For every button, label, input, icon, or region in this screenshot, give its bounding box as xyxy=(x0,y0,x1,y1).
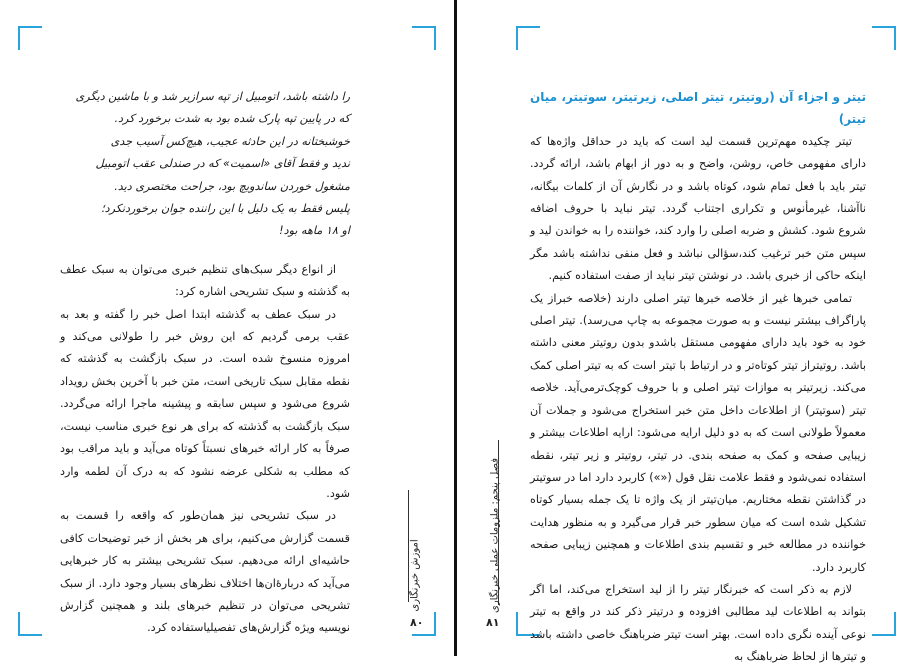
paragraph: تیتر چکیده مهم‌ترین قسمت لید است که باید در حداقل واژه‌ها که دارای مفهومی خاص، روشن، واضح و به دور از ابهام باشد، ارائه گردد. تیتر باید با فعل تمام شود، کوتاه باشد و در نگارش آن از کلمات بیگانه، ناآشنا، غیرمأنوس و تکراری اجتناب گردد. تیتر نباید با حروف اضافه شروع شود. کشش و ضربه اصلی را وارد کند، خواننده را به خواندن لید و سپس متن خبر ترغیب کند،سؤالی نباشد و فعل منفی نداشته باشد مگر اینکه حاکی از خبری باشد. در نوشتن تیتر نباید از صفت استفاده کنیم. xyxy=(530,134,866,283)
crop-mark-top-left xyxy=(516,26,540,50)
italic-line: مشغول خوردن ساندویچ بود، جراحت مختصری دید. xyxy=(114,179,350,193)
left-body xyxy=(60,86,350,640)
running-title: فصل پنجم: ملزومات عملی خبرنگاری xyxy=(489,458,501,613)
paragraph: تمامی خبرها غیر از خلاصه خبرها تیتر اصلی دارند (خلاصه خبراز یک پاراگراف بیشتر نیست و به صورت مجموعه به چاپ می‌رسد). تیتر اصلی خود به خود باید دارای مفهومی مستقل باشدو بدون روتیتر معنی داشته باشد. روتیتراز تیتر کوتاه‌تر و در ارتباط با تیتر است که به تیتر اصلی کمک می‌کند. زیرتیتر به موازات تیتر اصلی و با حروف کوچک‌ترمی‌آید. خلاصه تیتر (سوتیتر) از اطلاعات داخل متن خبر استخراج می‌شود و جملات آن معمولاً طولانی است که به دو دلیل ارایه می‌شود: ارایه اطلاعات بیشتر و زیبایی صفحه و کمک به صفحه بندی. در تیتر، روتیتر و زیر تیتر، نقطه استفاده نمی‌شود و فقط علامت نقل قول («») کاربرد دارد اما در سوتیتر در گذاشتن نقطه مختاریم. میان‌تیتر از یک واژه تا یک جمله بسیار کوتاه تشکیل شده است که میان سطور خبر قرار می‌گیرد و به منظور هدایت خواننده در مطالعه خبر و تقسیم بندی اطلاعات و همچنین زیبایی صفحه کاربرد دارد. xyxy=(530,291,866,574)
italic-line: را داشته باشد، اتومبیل از تپه سرازیر شد و با ماشین دیگری xyxy=(75,90,350,103)
section-heading: تیتر و اجزاء آن (روتیتر، تیتر اصلی، زیرتیتر، سوتیتر، میان تیتر) xyxy=(530,90,866,127)
page-number: ۸۰ xyxy=(410,616,424,629)
page-number: ۸۱ xyxy=(486,616,500,629)
crop-mark-top-right xyxy=(872,26,896,50)
italic-line: که در پایین تپه پارک شده بود به شدت برخورد کرد. xyxy=(114,112,350,126)
paragraph: از انواع دیگر سبک‌های تنظیم خبری می‌توان به سبک عطف به گذشته و سبک تشریحی اشاره کرد: xyxy=(60,262,350,299)
crop-mark-top-right xyxy=(412,26,436,50)
crop-mark-top-left xyxy=(18,26,42,50)
italic-line: ندید و فقط آقای «اسمیت» که در صندلی عقب اتومبیل xyxy=(95,157,350,171)
right-page xyxy=(460,0,920,664)
left-page xyxy=(0,0,454,656)
paragraph: در سبک تشریحی نیز همان‌طور که واقعه را قسمت به قسمت گزارش می‌کنیم، برای هر بخش از خبر توضیحات کافی حاشیه‌ای ارائه می‌دهیم. سبک تشریحی بیشتر به کار خبرهایی می‌آید که دربارهٔ‌ان‌ها اختلاف نظرهای بسیار وجود دارد. از سبک تشریحی می‌توان در تنظیم خبرهای بلند و همچنین گزارش نویسیه ویژه گزارش‌های تفصیلیاستفاده کرد. xyxy=(60,509,350,635)
italic-line: او ۱۸ ماهه بود! xyxy=(279,224,350,238)
book-spine xyxy=(454,0,457,656)
running-title: آموزش خبرنگاری xyxy=(409,539,421,612)
crop-mark-bottom-left xyxy=(18,612,42,636)
spacer xyxy=(60,243,350,259)
italic-line: خوشبختانه در این حادثه عجیب، هیچ‌کس آسیب جدی xyxy=(110,134,350,148)
right-body xyxy=(530,86,866,669)
paragraph: لازم به ذکر است که خبرنگار تیتر را از لید استخراج می‌کند، اما اگر بتواند به اطلاعات لید مطالبی افزوده و درتیتر ذکر کند در واقع به تیتر نوعی آینده نگری داده است. بهتر است تیتر ضرباهنگ خاصی داشته باشد و تیترها از لحاظ ضرباهنگ به xyxy=(530,582,866,664)
crop-mark-bottom-right xyxy=(872,612,896,636)
italic-line: پلیس فقط به یک دلیل با این راننده جوان برخوردنکرد؛ xyxy=(101,202,350,216)
paragraph: در سبک عطف به گذشته ابتدا اصل خبر را گفته و بعد به عقب برمی گردیم که این روش خبر را طولانی می‌کند و امروزه منسوخ شده است. در سبک بازگشت به گذشته که نقطه مقابل سبک تاریخی است، متن خبر با آخرین بخش رویداد شروع می‌شود و سپس سابقه و پیشینه ماجرا ارائه می‌گردد. سبک بازگشت به گذشته که برای هر نوع خبری مناسب نیست، صرفاً به کار ارائه خبرهای نسبتاً کوتاه می‌آید و باید مراقب بود که مطلب به شکلی عرضه نشود که به درک آن لطمه وارد شود. xyxy=(60,307,350,500)
